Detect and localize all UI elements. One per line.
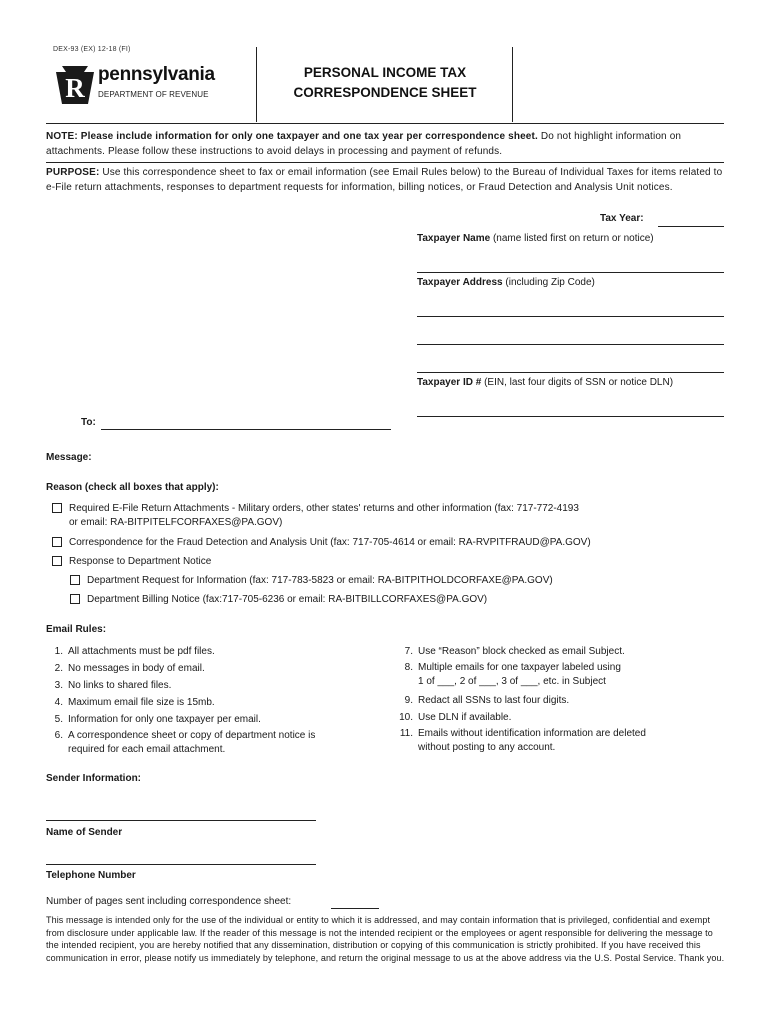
- note-bold: NOTE: Please include information for only one taxpayer and one tax year per correspondence sheet.: [46, 131, 538, 142]
- reason-option-fraud: Correspondence for the Fraud Detection and Analysis Unit (fax: 717-705-4614 or email: RA-RVPITFRAUD@PA.GOV): [52, 536, 732, 550]
- message-label: Message:: [46, 452, 92, 463]
- rule-item: 8. Multiple emails for one taxpayer labeled using 1 of ___, 2 of ___, 3 of ___, etc. in Subject: [404, 662, 621, 687]
- rule-item: 7. Use “Reason” block checked as email Subject.: [404, 646, 625, 657]
- email-rules-left: [46, 643, 366, 757]
- pages-input[interactable]: [331, 908, 379, 909]
- email-rules-heading: Email Rules:: [46, 624, 107, 635]
- title-line-2: CORRESPONDENCE SHEET: [293, 85, 477, 100]
- reason-suboption-billing: Department Billing Notice (fax:717-705-6236 or email: RA-BITBILLCORFAXES@PA.GOV): [70, 593, 730, 607]
- to-input[interactable]: [101, 429, 391, 430]
- sender-phone-input[interactable]: [46, 864, 316, 865]
- reason-fraud-checkbox[interactable]: [52, 537, 62, 547]
- reason-request-checkbox[interactable]: [70, 575, 80, 585]
- reason-efile-checkbox[interactable]: [52, 503, 62, 513]
- rule-item: 3. No links to shared files.: [54, 680, 172, 691]
- purpose-text: Use this correspondence sheet to fax or email information (see Email Rules below) to the Bureau of Individual Taxes for items related to e-File return attachments, responses to department requests for information, billing notices, or Fraud Detection and Analysis Unit notices.: [46, 167, 723, 193]
- keystone-logo-icon: [54, 64, 96, 106]
- reason-response-checkbox[interactable]: [52, 556, 62, 566]
- reason-suboption-request: Department Request for Information (fax: 717-783-5823 or email: RA-BITPITHOLDCORFAXE@PA.GOV): [70, 574, 730, 588]
- note-rule: [46, 162, 724, 163]
- purpose-label: PURPOSE:: [46, 167, 100, 178]
- email-rules-right: [396, 643, 726, 755]
- header-divider-left: [256, 47, 257, 122]
- taxpayer-address-input-2[interactable]: [417, 344, 724, 345]
- taxpayer-address-input-3[interactable]: [417, 372, 724, 373]
- sender-phone-label: Telephone Number: [46, 870, 136, 881]
- pages-label: Number of pages sent including correspondence sheet:: [46, 896, 292, 907]
- confidentiality-disclaimer: This message is intended only for the use of the individual or entity to which it is addressed, and may contain information that is privileged, confidential and exempt from disclosure under applicable law. If the reader of this message is not the intended recipient or the employees or agent responsible for delivering the message to the intended recipient, you are hereby notified that any dissemination, distribution or copying of this communication is strictly prohibited. If you have received this communication in error, please notify us immediately by telephone, and return the original message to us at the above address via the U.S. Postal Service. Thank you.: [46, 915, 725, 963]
- note-paragraph: [46, 129, 726, 159]
- rule-item: 6. A correspondence sheet or copy of department notice is required for each email attachment.: [54, 730, 316, 755]
- rule-item: 1. All attachments must be pdf files.: [54, 646, 215, 657]
- header-divider-right: [512, 47, 513, 122]
- page-title: [258, 63, 512, 103]
- taxpayer-address-input-1[interactable]: [417, 316, 724, 317]
- brand-name: pennsylvania: [98, 64, 215, 85]
- purpose-paragraph: [46, 165, 728, 195]
- rule-item: 11. Emails without identification information are deleted without posting to any account.: [399, 728, 646, 753]
- sender-name-label: Name of Sender: [46, 827, 123, 838]
- taxpayer-id-input[interactable]: [417, 416, 724, 417]
- rule-item: 4. Maximum email file size is 15mb.: [54, 697, 215, 708]
- tax-year-input[interactable]: [658, 226, 724, 227]
- rule-item: 10. Use DLN if available.: [399, 712, 512, 723]
- rule-item: 5. Information for only one taxpayer per email.: [54, 714, 261, 725]
- note-rest: Do not highlight information on attachments. Please follow these instructions to avoid delays in processing and payment of refunds.: [46, 131, 682, 157]
- taxpayer-name-input[interactable]: [417, 272, 724, 273]
- taxpayer-address-label: Taxpayer Address (including Zip Code): [417, 277, 595, 288]
- to-label: To:: [81, 417, 96, 428]
- reason-billing-checkbox[interactable]: [70, 594, 80, 604]
- header-rule: [46, 123, 724, 124]
- department-name: DEPARTMENT OF REVENUE: [98, 90, 209, 99]
- sender-name-input[interactable]: [46, 820, 316, 821]
- logo-letter: R: [65, 73, 85, 103]
- reason-option-efile: Required E-File Return Attachments - Military orders, other states' returns and other information (fax: 717-772-4193 or email: RA-BITPITELFCORFAXES@PA.GOV): [52, 502, 732, 530]
- rule-item: 9. Redact all SSNs to last four digits.: [404, 695, 570, 706]
- reason-heading: Reason (check all boxes that apply):: [46, 482, 219, 493]
- sender-heading: Sender Information:: [46, 773, 142, 784]
- rule-item: 2. No messages in body of email.: [54, 663, 205, 674]
- taxpayer-name-label: Taxpayer Name (name listed first on return or notice): [417, 233, 654, 244]
- taxpayer-id-label: Taxpayer ID # (EIN, last four digits of SSN or notice DLN): [417, 377, 674, 388]
- reason-option-response: Response to Department Notice: [52, 555, 732, 569]
- tax-year-label: Tax Year:: [600, 213, 644, 224]
- title-line-1: PERSONAL INCOME TAX: [303, 65, 467, 80]
- form-number: DEX-93 (EX) 12-18 (FI): [53, 46, 131, 53]
